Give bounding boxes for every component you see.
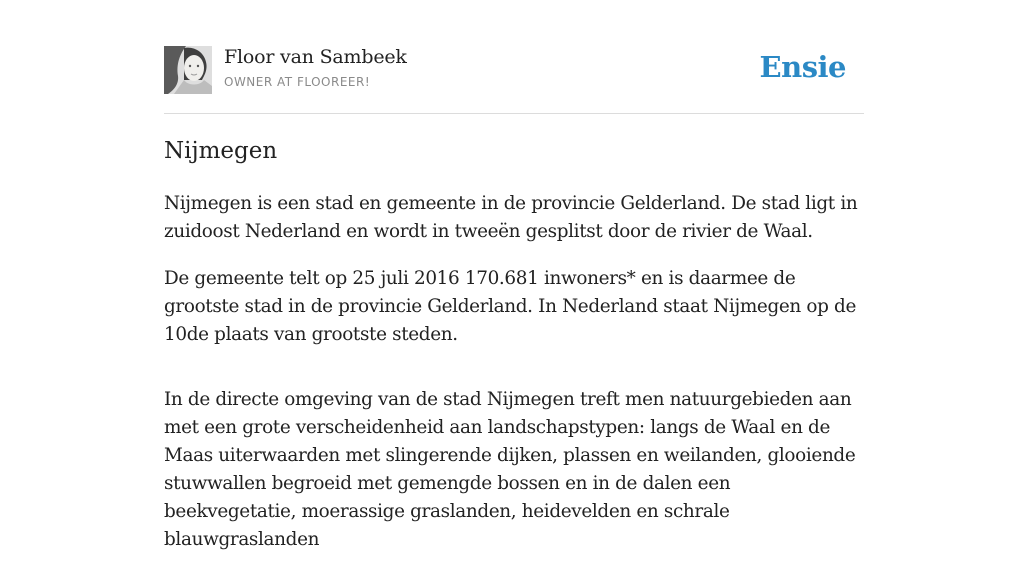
article-body — [164, 190, 864, 573]
ensie-logo[interactable]: Ensie — [759, 50, 846, 84]
avatar-portrait-icon — [164, 46, 212, 94]
author-name[interactable]: Floor van Sambeek — [224, 46, 407, 68]
article-paragraph: De gemeente telt op 25 juli 2016 170.681 inwoners* en is daarmee de grootste stad in de provincie Gelderland. In Nederland staat Nijmegen op de 10de plaats van grootste steden. — [164, 268, 856, 345]
article-paragraph: In de directe omgeving van de stad Nijmegen treft men natuurgebieden aan met een grote verscheidenheid aan landschapstypen: langs de Waal en de Maas uiterwaarden met slingerende dijken, plassen en weilanden, glooiende stuwwallen begroeid met gemengde bossen en in de dalen een beekvegetatie, moerassige graslanden, heidevelden en schrale blauwgraslanden — [164, 389, 856, 550]
author-role: OWNER AT FLOOREER! — [224, 75, 371, 89]
article-header — [164, 46, 864, 96]
article-title: Nijmegen — [164, 138, 278, 164]
header-divider — [164, 113, 864, 114]
article-paragraph: Nijmegen is een stad en gemeente in de provincie Gelderland. De stad ligt in zuidoost Nederland en wordt in tweeën gesplitst door de rivier de Waal. — [164, 193, 858, 242]
author-avatar[interactable] — [164, 46, 212, 94]
